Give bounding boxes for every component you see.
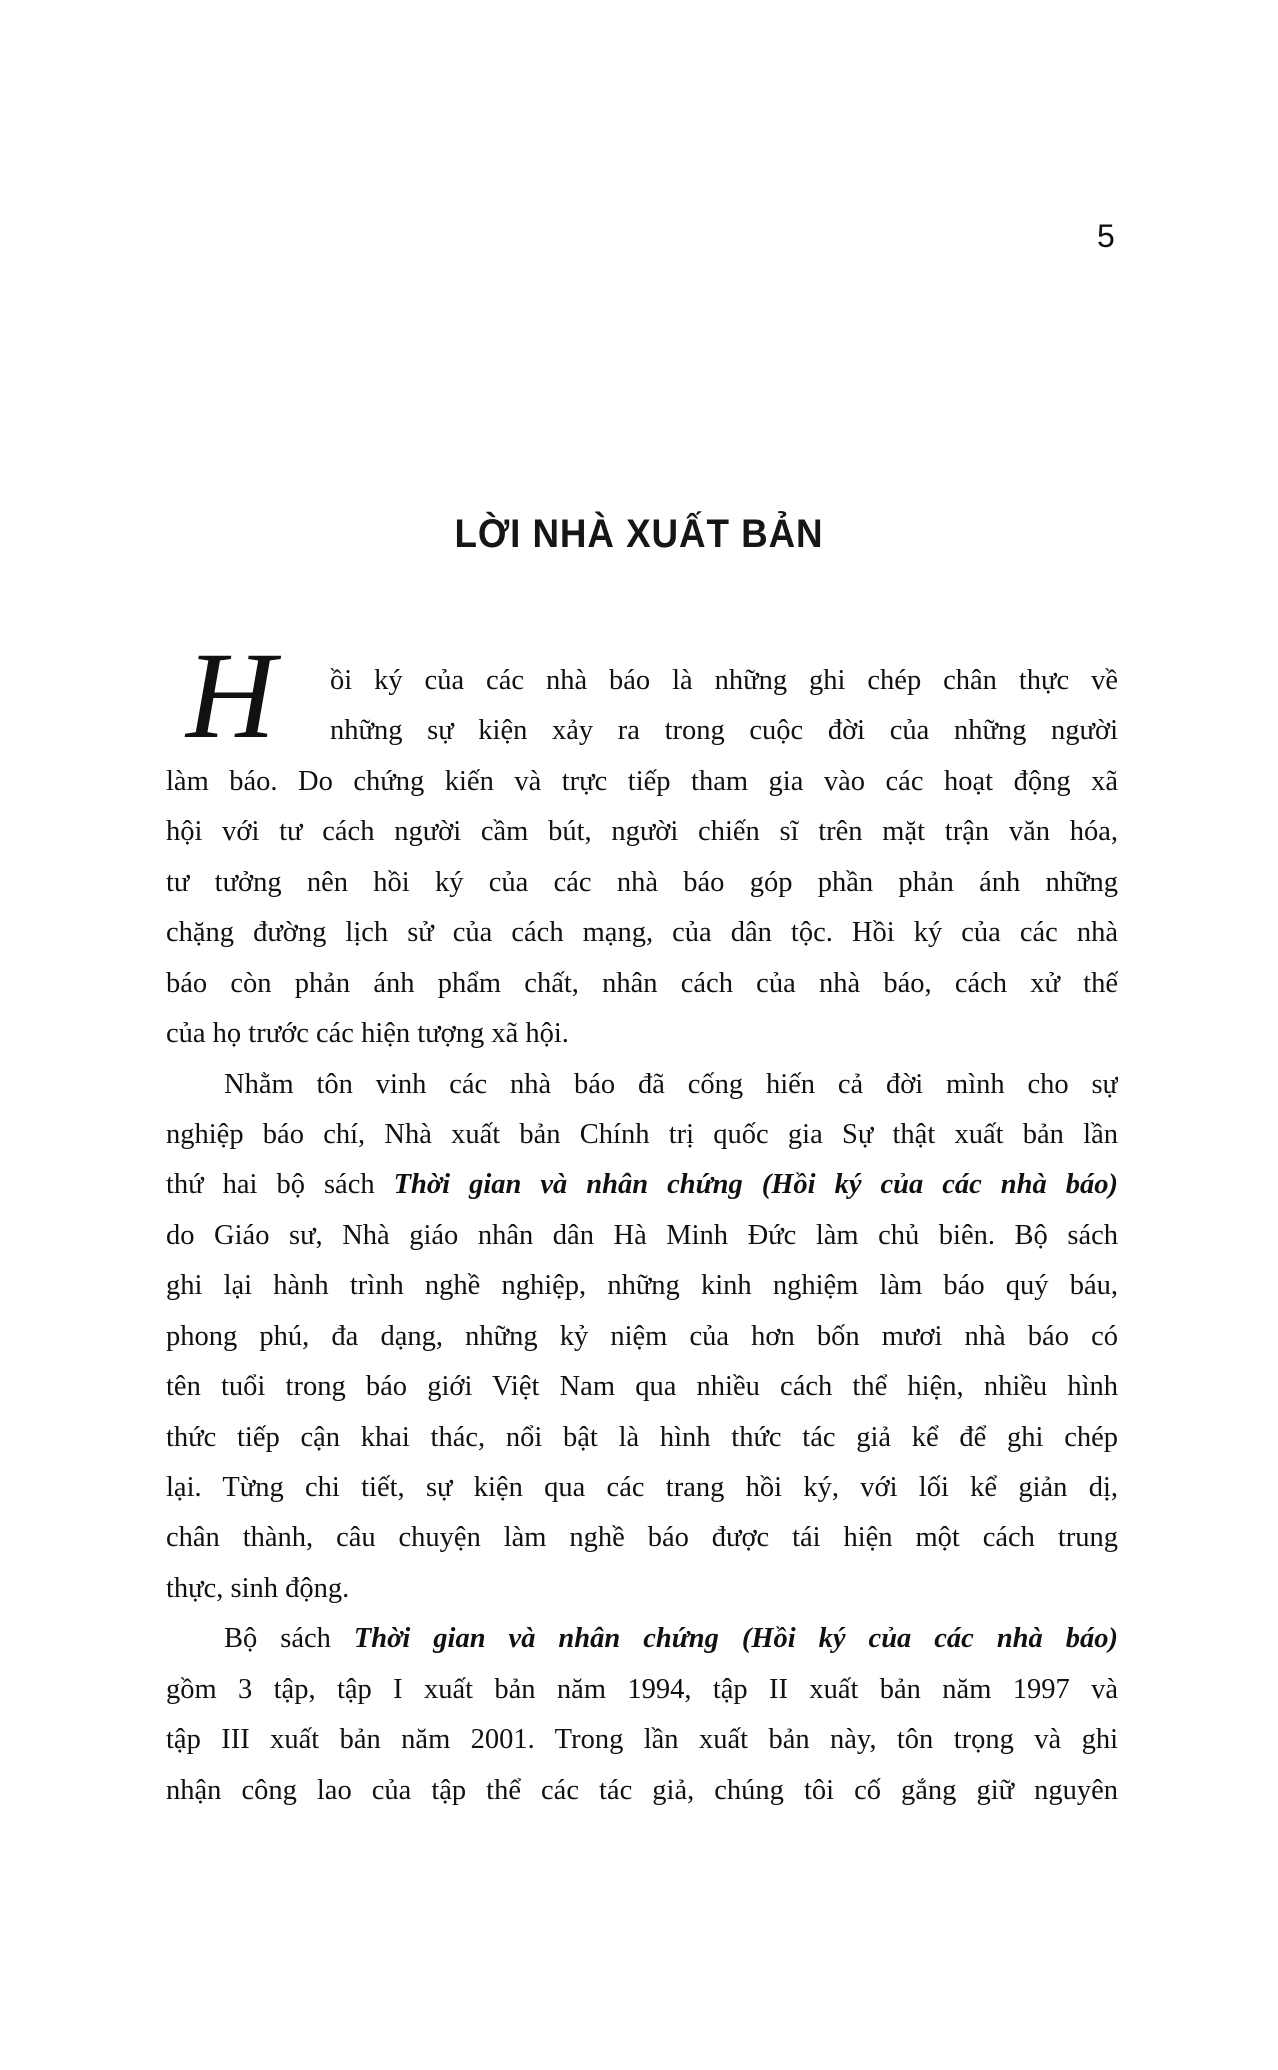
text-run: thứ hai bộ sách — [166, 1169, 394, 1201]
text-run: nhận công lao của tập thể các tác giả, chúng tôi cố gắng giữ nguyên — [166, 1774, 1118, 1806]
text-run: làm báo. Do chứng kiến và trực tiếp tham gia vào các hoạt động xã — [166, 765, 1118, 797]
paragraph — [166, 656, 1118, 1060]
text-line — [166, 1614, 1118, 1664]
text-run: của họ trước các hiện tượng xã hội. — [166, 1018, 569, 1050]
text-run: chân thành, câu chuyện làm nghề báo được tái hiện một cách trung — [166, 1522, 1118, 1554]
text-run: báo còn phản ánh phẩm chất, nhân cách của nhà báo, cách xử thế — [166, 967, 1118, 999]
text-line — [166, 757, 1118, 807]
text-run: ồi ký của các nhà báo là những ghi chép chân thực về — [330, 665, 1118, 696]
text-line — [166, 1009, 1118, 1059]
text-line — [166, 908, 1118, 958]
text-line — [166, 1261, 1118, 1311]
text-line — [166, 1463, 1118, 1513]
text-run: hội với tư cách người cầm bút, người chiến sĩ trên mặt trận văn hóa, — [166, 816, 1118, 848]
text-line — [166, 858, 1118, 908]
book-title-emphasis: Thời gian và nhân chứng (Hồi ký của các nhà báo) — [353, 1623, 1118, 1655]
text-line — [166, 1665, 1118, 1715]
text-line — [166, 1160, 1118, 1210]
drop-cap: H — [186, 627, 276, 764]
text-line — [166, 1766, 1118, 1816]
text-line — [166, 1564, 1118, 1614]
body-text — [166, 627, 1118, 1816]
text-run: tên tuổi trong báo giới Việt Nam qua nhiều cách thể hiện, nhiều hình — [166, 1371, 1118, 1403]
text-run: do Giáo sư, Nhà giáo nhân dân Hà Minh Đức làm chủ biên. Bộ sách — [166, 1219, 1118, 1251]
text-line — [166, 1060, 1118, 1110]
text-line — [166, 959, 1118, 1009]
text-run: phong phú, đa dạng, những kỷ niệm của hơn bốn mươi nhà báo có — [166, 1320, 1118, 1352]
text-line — [166, 1211, 1118, 1261]
text-run: thức tiếp cận khai thác, nổi bật là hình thức tác giả kể để ghi chép — [166, 1421, 1118, 1453]
text-line — [166, 656, 1118, 706]
text-line — [166, 1513, 1118, 1563]
paragraph — [166, 1060, 1118, 1615]
text-run: lại. Từng chi tiết, sự kiện qua các trang hồi ký, với lối kể giản dị, — [166, 1472, 1118, 1503]
text-run: Bộ sách — [224, 1623, 354, 1655]
text-line — [166, 1312, 1118, 1362]
text-run: tư tưởng nên hồi ký của các nhà báo góp phần phản ánh những — [166, 866, 1118, 898]
page-number: 5 — [1097, 218, 1115, 254]
text-run: ghi lại hành trình nghề nghiệp, những kinh nghiệm làm báo quý báu, — [166, 1270, 1118, 1302]
text-run: thực, sinh động. — [166, 1572, 350, 1604]
text-line — [166, 1110, 1118, 1160]
paragraph — [166, 1614, 1118, 1816]
text-line — [166, 706, 1118, 756]
text-line — [166, 1413, 1118, 1463]
book-title-emphasis: Thời gian và nhân chứng (Hồi ký của các nhà báo) — [393, 1169, 1118, 1201]
text-run: Nhằm tôn vinh các nhà báo đã cống hiến cả đời mình cho sự — [224, 1068, 1118, 1100]
text-line — [166, 807, 1118, 857]
text-run: gồm 3 tập, tập I xuất bản năm 1994, tập II xuất bản năm 1997 và — [166, 1673, 1118, 1705]
text-run: nghiệp báo chí, Nhà xuất bản Chính trị quốc gia Sự thật xuất bản lần — [166, 1118, 1118, 1150]
text-run: tập III xuất bản năm 2001. Trong lần xuất bản này, tôn trọng và ghi — [166, 1724, 1118, 1756]
text-line — [166, 1715, 1118, 1765]
page-title: LỜI NHÀ XUẤT BẢN — [454, 512, 824, 556]
text-run: chặng đường lịch sử của cách mạng, của dân tộc. Hồi ký của các nhà — [166, 917, 1118, 949]
text-line — [166, 1362, 1118, 1412]
text-run: những sự kiện xảy ra trong cuộc đời của những người — [330, 715, 1118, 747]
